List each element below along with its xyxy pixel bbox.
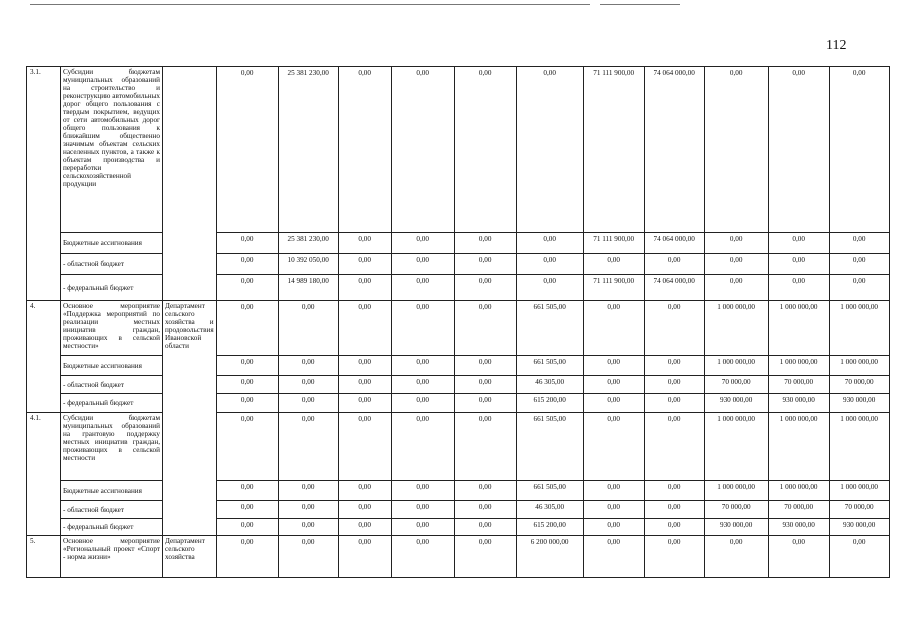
amount-cell: 0,00	[644, 394, 704, 413]
responsible-executor: Департамент сельского хозяйства и продовольствия Ивановской области	[163, 301, 217, 536]
amount-cell: 661 505,00	[516, 301, 583, 356]
amount-cell: 70 000,00	[768, 376, 829, 394]
funding-source-label: - федеральный бюджет	[61, 519, 163, 536]
amount-cell: 0,00	[216, 413, 278, 481]
amount-cell: 70 000,00	[768, 501, 829, 519]
amount-cell: 661 505,00	[516, 481, 583, 501]
amount-cell: 0,00	[216, 394, 278, 413]
responsible-executor: Департамент сельского хозяйства	[163, 536, 217, 578]
item-description: Субсидии бюджетам муниципальных образований на строительство и реконструкцию автомобильных дорог общего пользования с твердым покрытием, ведущих от сети автомобильных дорог общего пользования к ближайшим общественно значимым объектам сельских населенных пунктов, а также к объектам производства и переработки сельскохозяйственной продукции	[61, 67, 163, 233]
amount-cell: 0,00	[704, 275, 768, 301]
amount-cell: 0,00	[391, 481, 454, 501]
amount-cell: 0,00	[644, 301, 704, 356]
amount-cell: 0,00	[278, 356, 338, 376]
amount-cell: 0,00	[644, 481, 704, 501]
funding-source-label: - областной бюджет	[61, 501, 163, 519]
amount-cell: 0,00	[338, 356, 391, 376]
amount-cell: 0,00	[391, 356, 454, 376]
table-row	[27, 67, 890, 233]
funding-source-label: - федеральный бюджет	[61, 275, 163, 301]
amount-cell: 0,00	[583, 413, 644, 481]
scan-edge-line	[600, 4, 680, 5]
amount-cell: 0,00	[454, 301, 516, 356]
amount-cell: 0,00	[338, 301, 391, 356]
amount-cell: 0,00	[216, 519, 278, 536]
amount-cell: 0,00	[704, 254, 768, 275]
amount-cell: 0,00	[338, 501, 391, 519]
amount-cell: 0,00	[516, 233, 583, 254]
amount-cell: 0,00	[391, 519, 454, 536]
funding-source-label: - областной бюджет	[61, 376, 163, 394]
amount-cell: 71 111 900,00	[583, 275, 644, 301]
amount-cell: 0,00	[216, 481, 278, 501]
amount-cell: 0,00	[338, 481, 391, 501]
amount-cell: 0,00	[391, 394, 454, 413]
amount-cell: 0,00	[454, 376, 516, 394]
responsible-executor	[163, 67, 217, 301]
funding-source-label: Бюджетные ассигнования	[61, 233, 163, 254]
amount-cell: 25 381 230,00	[278, 67, 338, 233]
amount-cell: 0,00	[829, 254, 889, 275]
amount-cell: 930 000,00	[768, 519, 829, 536]
table-row	[27, 519, 890, 536]
table-row	[27, 275, 890, 301]
item-number: 4.1.	[27, 413, 61, 536]
amount-cell: 0,00	[391, 376, 454, 394]
amount-cell: 0,00	[644, 413, 704, 481]
amount-cell: 10 392 050,00	[278, 254, 338, 275]
amount-cell: 0,00	[768, 254, 829, 275]
funding-source-label: Бюджетные ассигнования	[61, 356, 163, 376]
amount-cell: 71 111 900,00	[583, 67, 644, 233]
amount-cell: 0,00	[391, 233, 454, 254]
amount-cell: 0,00	[583, 394, 644, 413]
page-number: 112	[826, 38, 847, 53]
amount-cell: 0,00	[583, 254, 644, 275]
amount-cell: 615 200,00	[516, 519, 583, 536]
item-number: 3.1.	[27, 67, 61, 301]
amount-cell: 0,00	[829, 233, 889, 254]
amount-cell: 0,00	[391, 501, 454, 519]
amount-cell: 0,00	[391, 67, 454, 233]
amount-cell: 0,00	[829, 275, 889, 301]
amount-cell: 0,00	[454, 275, 516, 301]
amount-cell: 0,00	[644, 356, 704, 376]
table-row	[27, 394, 890, 413]
amount-cell: 0,00	[768, 233, 829, 254]
amount-cell: 0,00	[216, 356, 278, 376]
amount-cell: 0,00	[338, 394, 391, 413]
amount-cell: 0,00	[338, 519, 391, 536]
funding-source-label: - областной бюджет	[61, 254, 163, 275]
amount-cell: 0,00	[216, 254, 278, 275]
amount-cell: 615 200,00	[516, 394, 583, 413]
amount-cell: 25 381 230,00	[278, 233, 338, 254]
amount-cell: 0,00	[583, 501, 644, 519]
amount-cell: 0,00	[454, 536, 516, 578]
item-description: Субсидии бюджетам муниципальных образований на грантовую поддержку местных инициатив граждан, проживающих в сельской местности	[61, 413, 163, 481]
amount-cell: 0,00	[338, 536, 391, 578]
amount-cell: 0,00	[338, 233, 391, 254]
amount-cell: 46 305,00	[516, 376, 583, 394]
amount-cell: 0,00	[278, 376, 338, 394]
amount-cell: 0,00	[583, 519, 644, 536]
amount-cell: 70 000,00	[829, 501, 889, 519]
amount-cell: 0,00	[704, 233, 768, 254]
item-number: 5.	[27, 536, 61, 578]
amount-cell: 1 000 000,00	[704, 413, 768, 481]
amount-cell: 0,00	[768, 275, 829, 301]
amount-cell: 0,00	[216, 376, 278, 394]
amount-cell: 0,00	[278, 394, 338, 413]
table-row	[27, 501, 890, 519]
table-row	[27, 233, 890, 254]
table-row	[27, 536, 890, 578]
amount-cell: 0,00	[583, 301, 644, 356]
amount-cell: 0,00	[644, 376, 704, 394]
amount-cell: 0,00	[704, 536, 768, 578]
amount-cell: 0,00	[454, 481, 516, 501]
amount-cell: 0,00	[829, 536, 889, 578]
amount-cell: 0,00	[829, 67, 889, 233]
amount-cell: 70 000,00	[704, 501, 768, 519]
amount-cell: 14 989 180,00	[278, 275, 338, 301]
amount-cell: 6 200 000,00	[516, 536, 583, 578]
amount-cell: 74 064 000,00	[644, 275, 704, 301]
scan-edge-line	[30, 4, 590, 5]
amount-cell: 1 000 000,00	[768, 356, 829, 376]
funding-source-label: Бюджетные ассигнования	[61, 481, 163, 501]
amount-cell: 70 000,00	[829, 376, 889, 394]
item-description: Основное мероприятие «Поддержка мероприятий по реализации местных инициатив граждан, проживающих в сельской местности»	[61, 301, 163, 356]
table-row	[27, 376, 890, 394]
amount-cell: 0,00	[216, 275, 278, 301]
amount-cell: 1 000 000,00	[768, 301, 829, 356]
amount-cell: 1 000 000,00	[829, 356, 889, 376]
amount-cell: 0,00	[338, 376, 391, 394]
amount-cell: 0,00	[768, 67, 829, 233]
table-row	[27, 413, 890, 481]
amount-cell: 1 000 000,00	[829, 481, 889, 501]
amount-cell: 0,00	[278, 536, 338, 578]
amount-cell: 46 305,00	[516, 501, 583, 519]
amount-cell: 0,00	[391, 536, 454, 578]
amount-cell: 0,00	[391, 413, 454, 481]
amount-cell: 0,00	[454, 519, 516, 536]
amount-cell: 930 000,00	[768, 394, 829, 413]
funding-source-label: - федеральный бюджет	[61, 394, 163, 413]
amount-cell: 0,00	[583, 481, 644, 501]
amount-cell: 0,00	[454, 501, 516, 519]
amount-cell: 930 000,00	[829, 394, 889, 413]
amount-cell: 0,00	[454, 413, 516, 481]
amount-cell: 0,00	[454, 254, 516, 275]
amount-cell: 1 000 000,00	[768, 481, 829, 501]
amount-cell: 1 000 000,00	[829, 413, 889, 481]
amount-cell: 0,00	[278, 519, 338, 536]
amount-cell: 0,00	[644, 519, 704, 536]
amount-cell: 0,00	[516, 254, 583, 275]
table-row	[27, 356, 890, 376]
amount-cell: 0,00	[704, 67, 768, 233]
amount-cell: 0,00	[216, 536, 278, 578]
amount-cell: 1 000 000,00	[829, 301, 889, 356]
amount-cell: 0,00	[644, 254, 704, 275]
amount-cell: 0,00	[338, 413, 391, 481]
budget-table	[26, 66, 890, 578]
table-row	[27, 301, 890, 356]
amount-cell: 1 000 000,00	[704, 356, 768, 376]
amount-cell: 0,00	[644, 536, 704, 578]
amount-cell: 0,00	[216, 501, 278, 519]
amount-cell: 661 505,00	[516, 413, 583, 481]
amount-cell: 0,00	[278, 501, 338, 519]
amount-cell: 0,00	[516, 275, 583, 301]
amount-cell: 0,00	[391, 275, 454, 301]
amount-cell: 930 000,00	[829, 519, 889, 536]
amount-cell: 0,00	[216, 301, 278, 356]
amount-cell: 0,00	[338, 254, 391, 275]
amount-cell: 0,00	[768, 536, 829, 578]
amount-cell: 0,00	[338, 67, 391, 233]
amount-cell: 0,00	[278, 481, 338, 501]
amount-cell: 0,00	[454, 356, 516, 376]
amount-cell: 0,00	[583, 356, 644, 376]
amount-cell: 0,00	[338, 275, 391, 301]
amount-cell: 1 000 000,00	[768, 413, 829, 481]
amount-cell: 70 000,00	[704, 376, 768, 394]
item-number: 4.	[27, 301, 61, 413]
amount-cell: 930 000,00	[704, 394, 768, 413]
table-row	[27, 254, 890, 275]
amount-cell: 0,00	[454, 67, 516, 233]
amount-cell: 0,00	[644, 501, 704, 519]
amount-cell: 0,00	[278, 413, 338, 481]
amount-cell: 1 000 000,00	[704, 481, 768, 501]
amount-cell: 71 111 900,00	[583, 233, 644, 254]
amount-cell: 0,00	[278, 301, 338, 356]
amount-cell: 0,00	[583, 376, 644, 394]
amount-cell: 74 064 000,00	[644, 67, 704, 233]
amount-cell: 0,00	[454, 394, 516, 413]
amount-cell: 74 064 000,00	[644, 233, 704, 254]
item-description: Основное мероприятие «Региональный проект «Спорт - норма жизни»	[61, 536, 163, 578]
amount-cell: 0,00	[454, 233, 516, 254]
amount-cell: 1 000 000,00	[704, 301, 768, 356]
amount-cell: 0,00	[583, 536, 644, 578]
amount-cell: 0,00	[216, 233, 278, 254]
amount-cell: 0,00	[391, 301, 454, 356]
amount-cell: 930 000,00	[704, 519, 768, 536]
amount-cell: 0,00	[391, 254, 454, 275]
amount-cell: 0,00	[516, 67, 583, 233]
amount-cell: 661 505,00	[516, 356, 583, 376]
table-row	[27, 481, 890, 501]
amount-cell: 0,00	[216, 67, 278, 233]
